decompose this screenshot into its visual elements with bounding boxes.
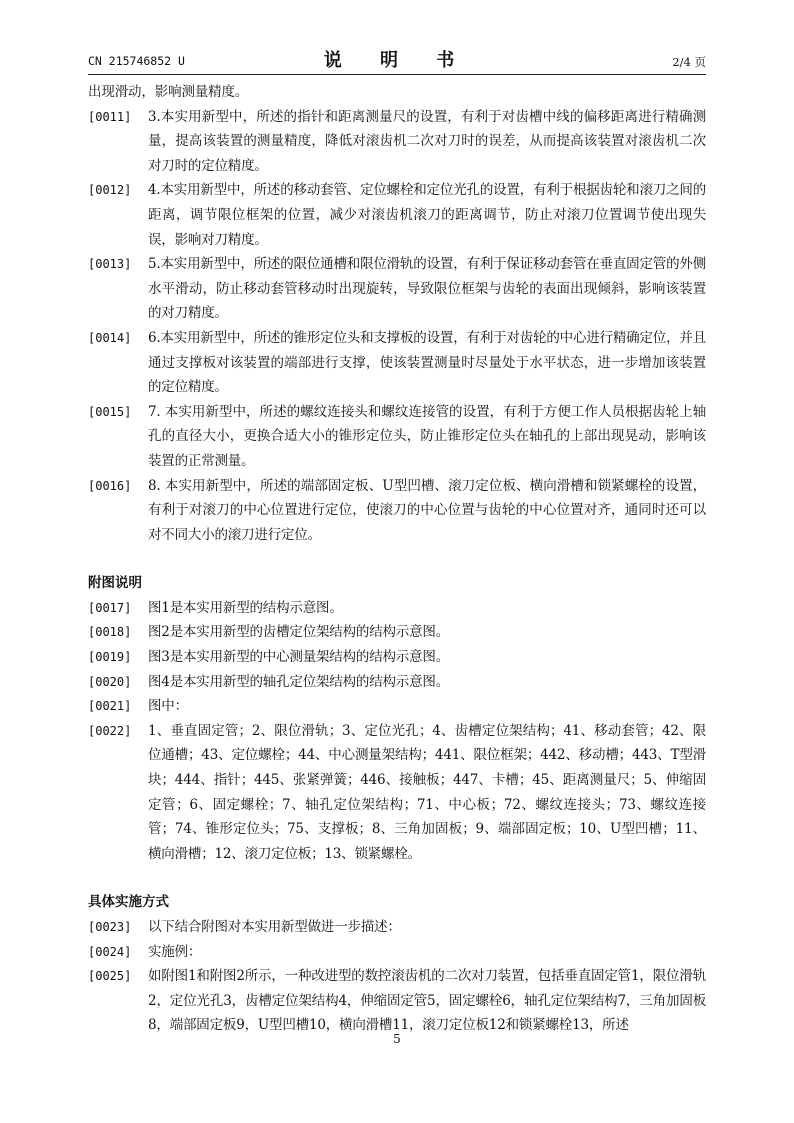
paragraph [88, 645, 706, 670]
paragraph-text: 1、垂直固定管；2、限位滑轨；3、定位光孔；4、齿槽定位架结构；41、移动套管；42、限位通槽；43、定位螺栓；44、中心测量架结构；441、限位框架；442、移动槽；443、T型滑块；444、指针；445、张紧弹簧；446、接触板；447、卡槽；45、距离测量尺；5、伸缩固定管；6、固定螺栓；7、轴孔定位架结构；71、中心板；72、螺纹连接头；73、螺纹连接管；74、锥形定位头；75、支撑板；8、三角加固板；9、端部固定板；10、U型凹槽；11、横向滑槽；12、滚刀定位板；13、锁紧螺栓。 [148, 722, 706, 862]
section-heading-embodiment: 具体实施方式 [88, 894, 169, 911]
paragraph-text: 图1是本实用新型的结构示意图。 [148, 599, 343, 616]
document-number: CN 215746852 U [88, 54, 185, 68]
paragraph-group-figures [88, 596, 706, 867]
paragraph-number: [0012] [88, 183, 132, 198]
page-number: 5 [393, 1032, 401, 1046]
paragraph [88, 105, 706, 179]
paragraph-text: 以下结合附图对本实用新型做进一步描述： [148, 919, 401, 935]
paragraph-number: [0024] [88, 944, 132, 959]
paragraph-text: 图4是本实用新型的轴孔定位架结构的结构示意图。 [148, 673, 449, 690]
paragraph-text: 4.本实用新型中，所述的移动套管、定位螺栓和定位光孔的设置，有利于根据齿轮和滚刀之间的距离，调节限位框架的位置，减少对滚齿机滚刀的距离调节，防止对滚刀位置调节使出现失误，影响对刀精度。 [148, 182, 706, 248]
paragraph [88, 178, 706, 252]
paragraph-number: [0023] [88, 920, 132, 934]
paragraph-group-embodiment [88, 915, 706, 1038]
paragraph-text: 8. 本实用新型中，所述的端部固定板、U型凹槽、滚刀定位板、横向滑槽和锁紧螺栓的设置，有利于对滚刀的中心位置进行定位，使滚刀的中心位置与齿轮的中心位置对齐，通同时还可以对不同大小的滚刀进行定位。 [148, 477, 706, 543]
paragraph-text: 实施例： [148, 943, 202, 960]
paragraph-number: [0015] [88, 404, 132, 419]
paragraph-number: [0011] [88, 109, 132, 124]
paragraph-number: [0016] [88, 478, 132, 493]
section-heading-figures: 附图说明 [88, 575, 142, 592]
paragraph [88, 596, 706, 621]
paragraph-group-advantages [88, 105, 706, 548]
paragraph-text: 图3是本实用新型的中心测量架结构的结构示意图。 [148, 649, 449, 666]
paragraph-text: 5.本实用新型中，所述的限位通槽和限位滑轨的设置，有利于保证移动套管在垂直固定管的外侧水平滑动，防止移动套管移动时出现旋转，导致限位框架与齿轮的表面出现倾斜，影响该装置的对刀精度。 [148, 256, 706, 322]
paragraph-text: 图2是本实用新型的齿槽定位架结构的结构示意图。 [148, 624, 449, 641]
paragraph-text: 如附图1和附图2所示，一种改进型的数控滚齿机的二次对刀装置，包括垂直固定管1，限位滑轨2，定位光孔3，齿槽定位架结构4，伸缩固定管5，固定螺栓6，轴孔定位架结构7，三角加固板8，端部固定板9，U型凹槽10，横向滑槽11，滚刀定位板12和锁紧螺栓13，所述 [148, 968, 706, 1034]
page-indicator: 2/4 页 [672, 55, 706, 69]
paragraph-number: [0013] [88, 257, 132, 272]
paragraph [88, 694, 706, 719]
paragraph [88, 670, 706, 695]
paragraph-number: [0014] [88, 330, 132, 345]
paragraph-number: [0025] [88, 969, 132, 984]
paragraph [88, 400, 706, 474]
paragraph-number: [0022] [88, 723, 132, 738]
paragraph-text: 7. 本实用新型中，所述的螺纹连接头和螺纹连接管的设置，有利于方便工作人员根据齿轮上轴孔的直径大小，更换合适大小的锥形定位头，防止锥形定位头在轴孔的上部出现晃动，影响该装置的正常测量。 [148, 403, 706, 469]
paragraph [88, 964, 706, 1038]
paragraph [88, 719, 706, 867]
paragraph [88, 940, 706, 965]
paragraph [88, 915, 706, 940]
paragraph [88, 474, 706, 548]
paragraph [88, 326, 706, 400]
paragraph-number: [0018] [88, 625, 132, 640]
page-header [88, 46, 706, 75]
document-body [88, 80, 706, 1038]
paragraph-number: [0017] [88, 600, 132, 615]
paragraph-text: 图中： [148, 698, 188, 715]
page-title: 说 明 书 [323, 50, 471, 71]
paragraph-number: [0021] [88, 699, 132, 714]
paragraph [88, 620, 706, 645]
paragraph-number: [0020] [88, 674, 132, 689]
paragraph-text: 6.本实用新型中，所述的锥形定位头和支撑板的设置，有利于对齿轮的中心进行精确定位，并且通过支撑板对该装置的端部进行支撑，使该装置测量时尽量处于水平状态，进一步增加该装置的定位精度。 [148, 329, 706, 396]
continuation-text: 出现滑动，影响测量精度。 [88, 84, 249, 100]
paragraph-number: [0019] [88, 650, 132, 665]
paragraph-text: 3.本实用新型中，所述的指针和距离测量尺的设置，有利于对齿槽中线的偏移距离进行精确测量，提高该装置的测量精度，降低对滚齿机二次对刀时的误差，从而提高该装置对滚齿机二次对刀时的定位精度。 [148, 108, 706, 174]
paragraph [88, 252, 706, 326]
